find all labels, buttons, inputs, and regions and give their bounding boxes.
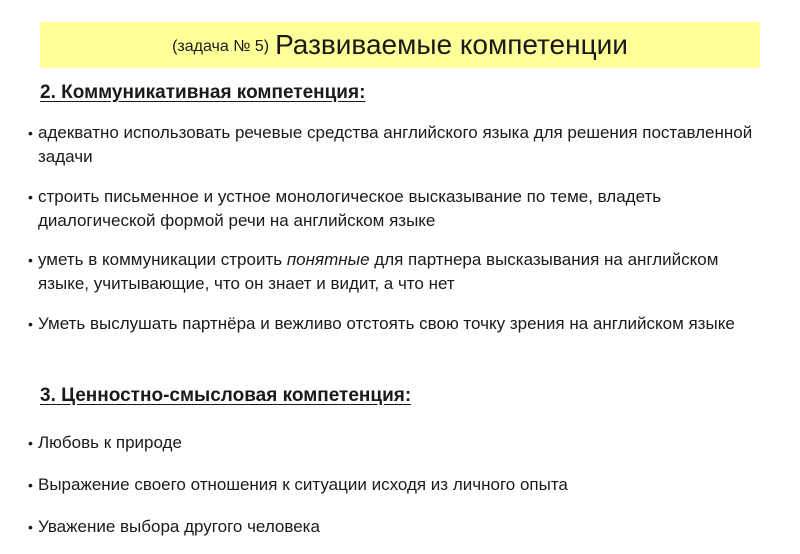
section-heading-communicative: 2. Коммуникативная компетенция: <box>40 82 366 103</box>
bullet-icon: • <box>28 435 33 451</box>
text-segment: уметь в коммуникации строить <box>38 250 287 269</box>
list-item <box>28 312 768 336</box>
list-item-text: адекватно использовать речевые средства английского языка для решения поставленной задачи <box>38 123 753 166</box>
section-heading-value: 3. Ценностно-смысловая компетенция: <box>40 385 412 406</box>
list-item <box>28 185 768 233</box>
bullet-icon: • <box>28 519 33 535</box>
bullet-icon: • <box>28 189 33 205</box>
list-item-text: Уметь выслушать партнёра и вежливо отстоять свою точку зрения на английском языке <box>38 314 735 333</box>
list-item <box>28 121 768 169</box>
emphasized-word: понятные <box>286 250 370 269</box>
bullet-icon: • <box>28 125 33 141</box>
bullet-icon: • <box>28 477 33 493</box>
title-banner <box>40 22 760 68</box>
list-item <box>28 248 768 296</box>
list-item-text: Уважение выбора другого человека <box>38 517 320 536</box>
list-item <box>28 431 768 455</box>
text-segment: для партнера высказывания на английском языке, учитывающие, что он знает и видит, а что нет <box>38 250 719 293</box>
list-item-text: Выражение своего отношения к ситуации исходя из личного опыта <box>38 475 568 494</box>
list-item <box>28 515 768 539</box>
title-prefix: (задача № 5) <box>172 38 270 55</box>
bullet-icon: • <box>28 316 33 332</box>
list-item-text: строить письменное и устное монологическое высказывание по теме, владеть диалогической формой речи на английском языке <box>38 187 662 230</box>
list-item-text: Любовь к природе <box>38 433 182 452</box>
page-title: Развиваемые компетенции <box>275 29 628 60</box>
list-item-text <box>38 248 768 296</box>
list-item <box>28 473 768 497</box>
bullet-icon: • <box>28 252 33 268</box>
